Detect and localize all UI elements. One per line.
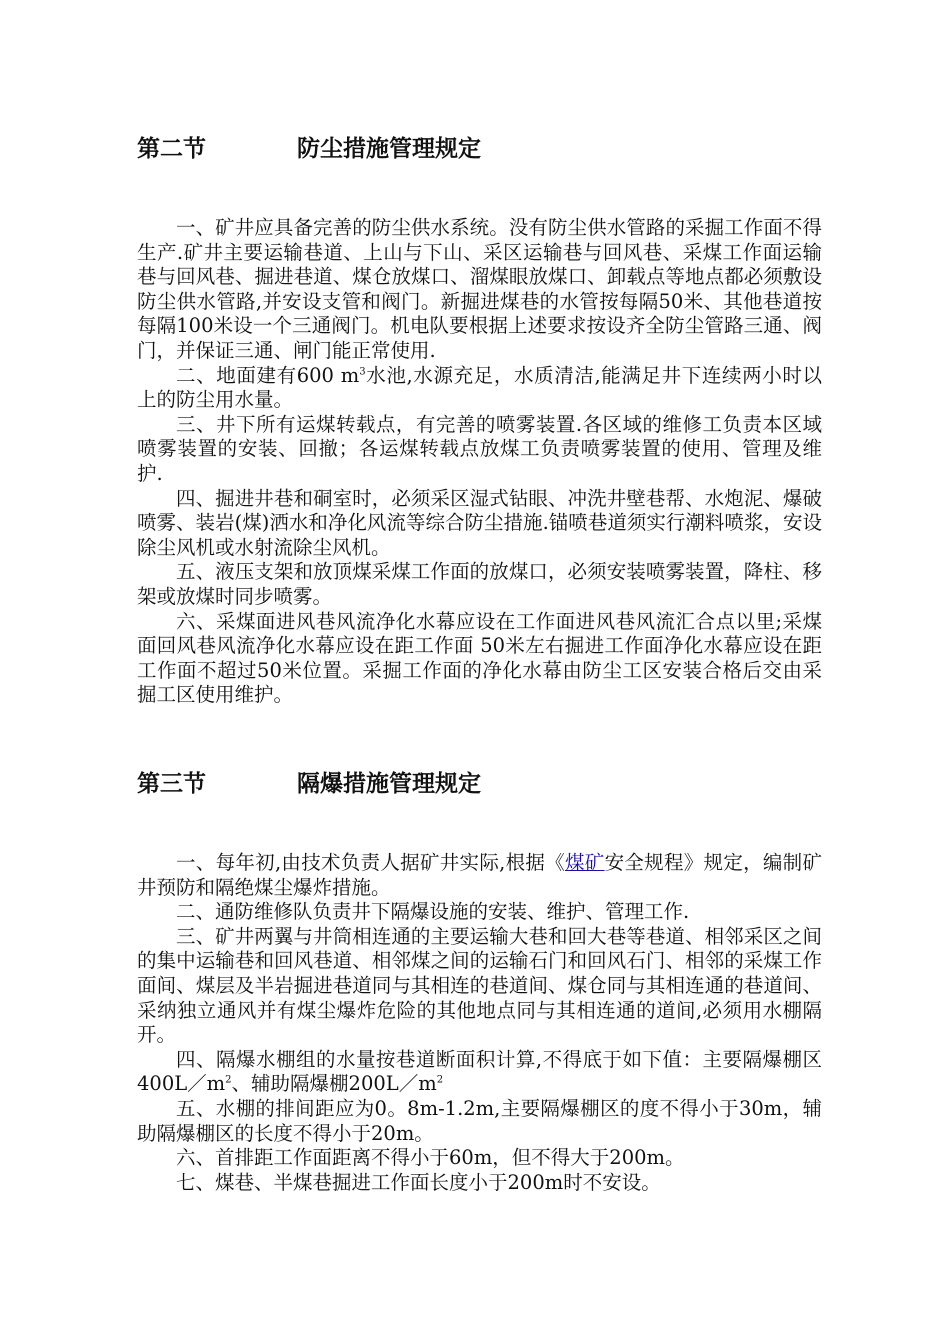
paragraph-4: 四、掘进井巷和硐室时，必须采区湿式钻眼、冲洗井壁巷帮、水炮泥、爆破喷雾、装岩(煤)洒水和净化风流等综合防尘措施.锚喷巷道须实行潮料喷浆，安设除尘风机或水射流除尘风机。 xyxy=(137,486,822,559)
paragraph-3: 三、井下所有运煤转载点，有完善的喷雾装置.各区域的维修工负责本区域喷雾装置的安装、回撤；各运煤转载点放煤工负责喷雾装置的使用、管理及维护. xyxy=(137,412,822,485)
section-number: 第三节 xyxy=(137,771,206,797)
section-body-2 xyxy=(137,216,822,708)
paragraph-1: 一、矿井应具备完善的防尘供水系统。没有防尘供水管路的采掘工作面不得生产.矿井主要运输巷道、上山与下山、采区运输巷与回风巷、采煤工作面运输巷与回风巷、掘进巷道、煤仓放煤口、溜煤眼放煤口、卸载点等地点都必须敷设防尘供水管路,并安设支管和阀门。新掘进煤巷的水管按每隔50米、其他巷道按每隔100米设一个三通阀门。机电队要根据上述要求按设齐全防尘管路三通、阀门，并保证三通、闸门能正常使用. xyxy=(137,216,822,362)
section-heading-2 xyxy=(137,135,481,163)
paragraph-5: 五、水棚的排间距应为0。8m-1.2m,主要隔爆棚区的度不得小于30m，辅助隔爆棚区的长度不得小于20m。 xyxy=(137,1096,822,1145)
paragraph-6: 六、首排距工作面距离不得小于60m，但不得大于200m。 xyxy=(176,1146,685,1170)
section-body-3 xyxy=(137,851,822,1195)
paragraph-6: 六、采煤面进风巷风流净化水幕应设在工作面进风巷风流汇合点以里;采煤面回风巷风流净化水幕应设在距工作面 50米左右掘进工作面净化水幕应设在距工作面不超过50米位置。采掘工作面的净化水幕由防尘工区安装合格后交由采掘工区使用维护。 xyxy=(137,609,822,707)
section-title: 防尘措施管理规定 xyxy=(297,136,481,162)
paragraph-3: 三、矿井两翼与井筒相连通的主要运输大巷和回大巷等巷道、相邻采区之间的集中运输巷和回风巷道、相邻煤之间的运输石门和回风石门、相邻的采煤工作面间、煤层及半岩掘进巷道同与其相连的巷道间、煤仓同与其相连通的巷道间、采纳独立通风并有煤尘爆炸危险的其他地点同与其相连通的道间,必须用水棚隔开。 xyxy=(137,924,822,1047)
paragraph-1: 一、每年初,由技术负责人据矿井实际,根据《煤矿安全规程》规定，编制矿井预防和隔绝煤尘爆炸措施。 xyxy=(137,851,822,899)
paragraph-2: 二、通防维修队负责井下隔爆设施的安装、维护、管理工作. xyxy=(176,900,690,924)
section-heading-3 xyxy=(137,770,481,798)
paragraph-4: 四、隔爆水棚组的水量按巷道断面积计算,不得底于如下值：主要隔爆棚区$400L/m^2$、辅助隔爆棚$200L/m^2$ xyxy=(137,1047,822,1096)
section-title: 隔爆措施管理规定 xyxy=(297,771,481,797)
paragraph-2: 二、地面建有600 $m^3$水池,水源充足，水质清洁,能满足井下连续两小时以上的防尘用水量。 xyxy=(137,363,822,412)
paragraph-5: 五、液压支架和放顶煤采煤工作面的放煤口，必须安装喷雾装置，降柱、移架或放煤时同步喷雾。 xyxy=(137,560,822,608)
coal-mine-link[interactable]: 煤矿 xyxy=(564,851,605,874)
paragraph-7: 七、煤巷、半煤巷掘进工作面长度小于200m时不安设。 xyxy=(176,1170,661,1194)
section-number: 第二节 xyxy=(137,136,206,162)
